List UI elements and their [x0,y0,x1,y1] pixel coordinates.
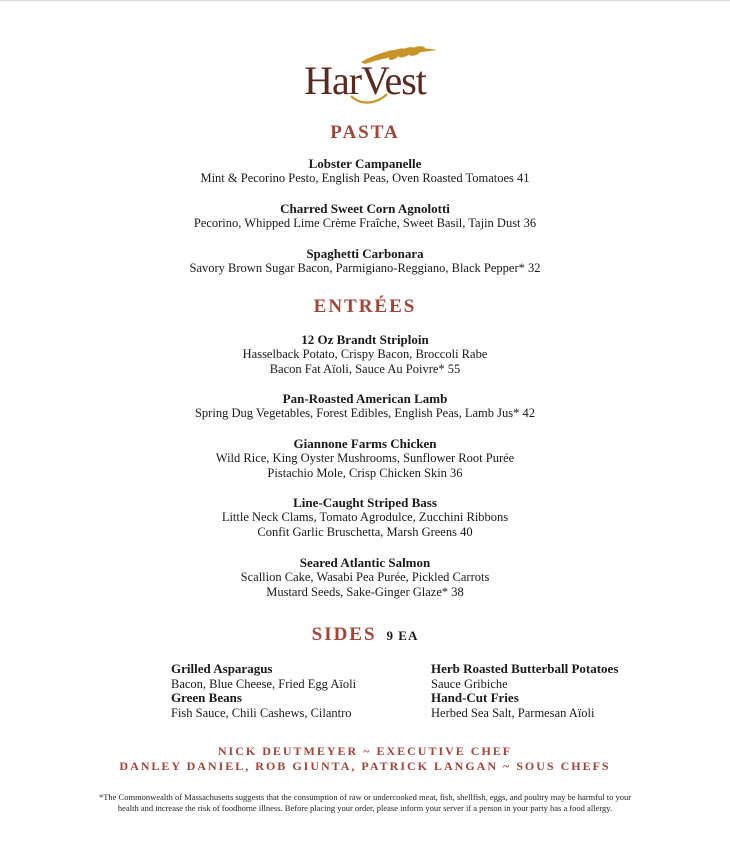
item-name: 12 Oz Brandt Striploin [301,332,429,347]
sides-section-title [0,624,730,646]
menu-item [0,555,730,600]
logo-text: HarVest [304,58,426,103]
item-desc: Little Neck Clams, Tomato Agrodulce, Zucchini Ribbons [221,510,509,524]
item-desc: Fish Sauce, Chili Cashews, Cilantro [171,705,352,720]
menu-item [0,495,730,540]
side-item [431,662,618,691]
top-border [0,0,730,1]
harvest-logo [0,44,730,110]
item-desc: Spring Dug Vegetables, Forest Edibles, English Peas, Lamb Jus* 42 [194,406,536,420]
item-desc: Scallion Cake, Wasabi Pea Purée, Pickled Carrots [240,570,490,584]
item-desc: Mustard Seeds, Sake-Ginger Glaze* 38 [266,585,464,599]
menu-item [0,391,730,421]
item-name: Giannone Farms Chicken [293,436,437,451]
menu-item [0,436,730,481]
item-name: Hand-Cut Fries [431,690,519,705]
item-desc: Hasselback Potato, Crispy Bacon, Broccoli Rabe [242,347,488,361]
side-item [171,691,352,720]
item-name: Spaghetti Carbonara [306,246,424,261]
item-desc: Pecorino, Whipped Lime Crème Fraîche, Sweet Basil, Tajin Dust 36 [193,216,537,230]
entrees-section-title: ENTRÉES [313,296,417,317]
item-name: Pan-Roasted American Lamb [282,391,448,406]
item-desc: Wild Rice, King Oyster Mushrooms, Sunflower Root Purée [215,451,515,465]
executive-chef: NICK DEUTMEYER ~ EXECUTIVE CHEF [217,744,513,758]
item-name: Seared Atlantic Salmon [299,555,431,570]
item-desc: Bacon, Blue Cheese, Fried Egg Aïoli [171,676,357,691]
menu-item [0,246,730,276]
item-desc: Mint & Pecorino Pesto, English Peas, Oven Roasted Tomatoes 41 [200,171,530,185]
item-desc: Pistachio Mole, Crisp Chicken Skin 36 [267,466,463,480]
sous-chefs: DANLEY DANIEL, ROB GIUNTA, PATRICK LANGAN ~ SOUS CHEFS [119,759,611,773]
harvest-logo-image [265,44,465,110]
menu-item [0,201,730,231]
item-name: Herb Roasted Butterball Potatoes [431,661,619,676]
menu-item [0,332,730,377]
sides-price: 9 EA [386,628,419,643]
item-name: Green Beans [171,690,242,705]
item-name: Grilled Asparagus [171,661,273,676]
menu-item [0,156,730,186]
sides-title-text: SIDES [311,624,377,645]
item-desc: Herbed Sea Salt, Parmesan Aïoli [431,705,595,720]
side-item [431,691,595,720]
item-name: Line-Caught Striped Bass [293,495,437,510]
item-desc: Savory Brown Sugar Bacon, Parmigiano-Reggiano, Black Pepper* 32 [189,261,541,275]
pasta-section-title: PASTA [330,122,400,143]
item-desc: Bacon Fat Aïoli, Sauce Au Poivre* 55 [269,362,461,376]
item-name: Lobster Campanelle [308,156,422,171]
health-disclaimer: *The Commonwealth of Massachusetts suggests that the consumption of raw or undercooked meat, fish, shellfish, eggs, and poultry may be harmful to your health and increase the risk of foodborne illness. Before placing your order, please inform your server if a person in your party has a food allergy. [98,792,632,813]
item-name: Charred Sweet Corn Agnolotti [280,201,450,216]
item-desc: Sauce Gribiche [431,676,508,691]
item-desc: Confit Garlic Bruschetta, Marsh Greens 40 [257,525,473,539]
side-item [171,662,356,691]
